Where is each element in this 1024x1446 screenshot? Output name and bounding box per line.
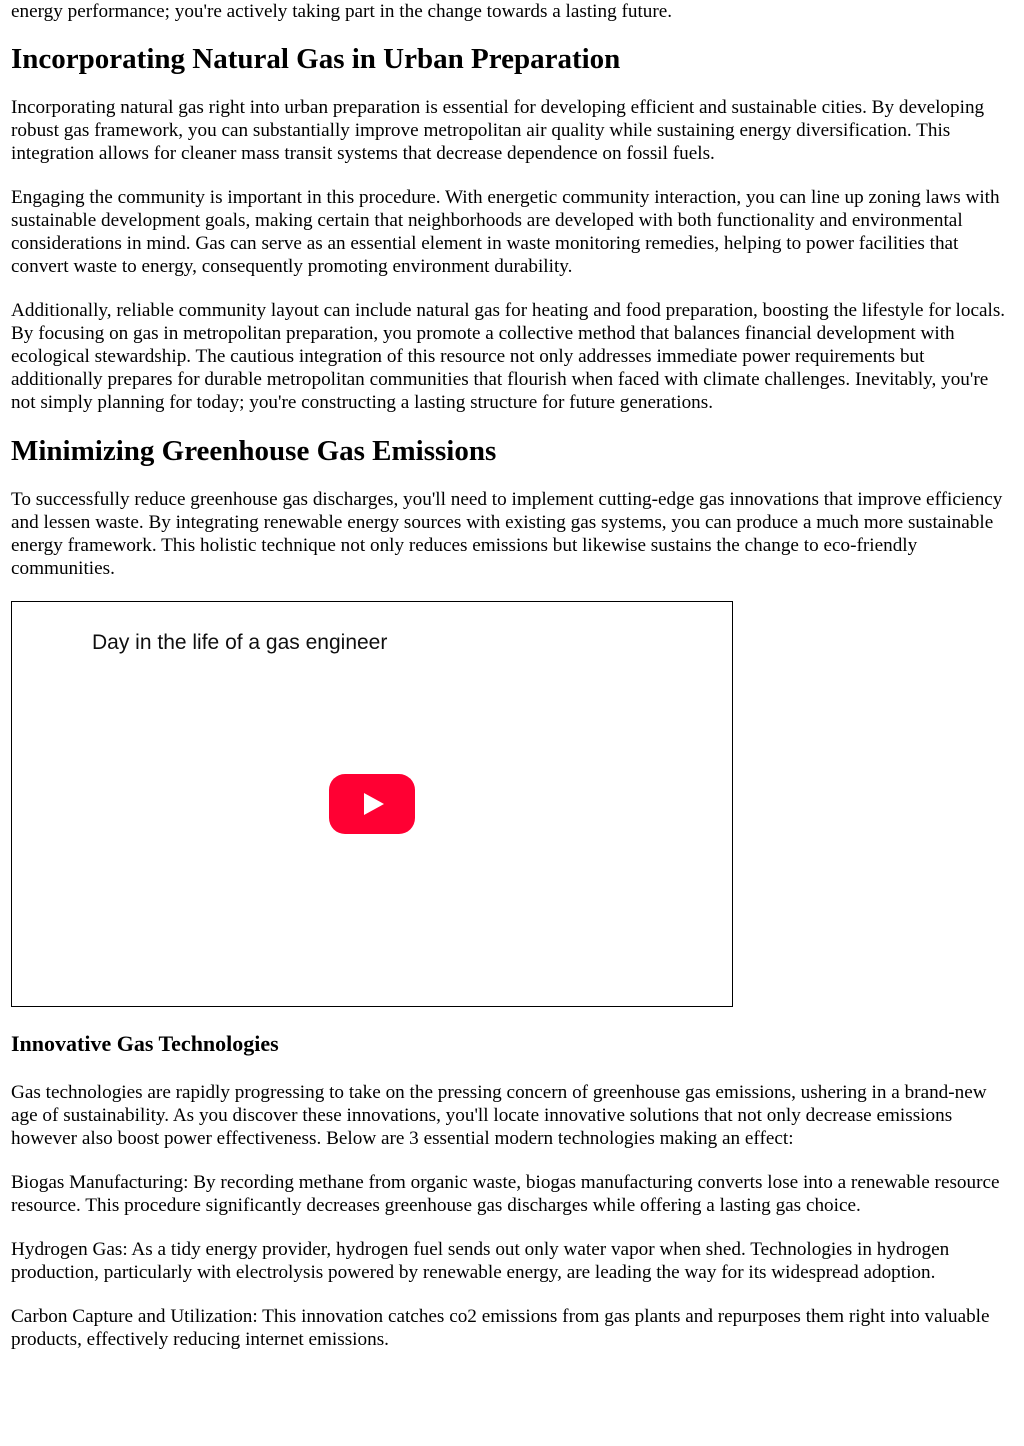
article-content (11, 0, 1016, 1351)
intro-paragraph-tail: energy performance; you're actively taking part in the change towards a lasting future. (11, 1, 673, 22)
play-icon (364, 793, 384, 815)
embedded-video-player[interactable] (11, 601, 733, 1007)
section-heading-emissions: Minimizing Greenhouse Gas Emissions (11, 435, 497, 467)
innovative-tech-paragraph: Hydrogen Gas: As a tidy energy provider, hydrogen fuel sends out only water vapor when shed. Technologies in hydrogen production, particularly with electrolysis powered by renewable energy, are leading the way for its widespread adoption. (11, 1239, 950, 1283)
video-title[interactable]: Day in the life of a gas engineer (92, 631, 388, 654)
video-play-button[interactable] (329, 774, 415, 834)
urban-planning-paragraph: Engaging the community is important in this procedure. With energetic community interaction, you can line up zoning laws with sustainable development goals, making certain that neighborhoods are developed with both functionality and environmental considerations in mind. Gas can serve as an essential element in waste monitoring remedies, helping to power facilities that convert waste to energy, consequently promoting environment durability. (11, 187, 1000, 277)
innovative-tech-paragraph: Gas technologies are rapidly progressing to take on the pressing concern of greenhouse gas emissions, ushering in a brand-new age of sustainability. As you discover these innovations, you'll locate innovative solutions that not only decrease emissions however also boost power effectiveness. Below are 3 essential modern technologies making an effect: (11, 1082, 987, 1149)
section-heading-urban-planning: Incorporating Natural Gas in Urban Preparation (11, 43, 621, 75)
urban-planning-paragraph: Additionally, reliable community layout can include natural gas for heating and food preparation, boosting the lifestyle for locals. By focusing on gas in metropolitan preparation, you promote a collective method that balances financial development with ecological stewardship. The cautious integration of this resource not only addresses immediate power requirements but additionally prepares for durable metropolitan communities that flourish when faced with climate challenges. Inevitably, you're not simply planning for today; you're constructing a lasting structure for future generations. (11, 300, 1006, 413)
emissions-paragraph: To successfully reduce greenhouse gas discharges, you'll need to implement cutting-edge gas innovations that improve efficiency and lessen waste. By integrating renewable energy sources with existing gas systems, you can produce a much more sustainable energy framework. This holistic technique not only reduces emissions but likewise sustains the change to eco-friendly communities. (11, 489, 1003, 579)
urban-planning-paragraph: Incorporating natural gas right into urban preparation is essential for developing efficient and sustainable cities. By developing robust gas framework, you can substantially improve metropolitan air quality while sustaining energy diversification. This integration allows for cleaner mass transit systems that decrease dependence on fossil fuels. (11, 97, 985, 164)
innovative-tech-paragraph: Biogas Manufacturing: By recording methane from organic waste, biogas manufacturing converts lose into a renewable resource resource. This procedure significantly decreases greenhouse gas discharges while offering a lasting gas choice. (11, 1172, 1000, 1216)
subsection-heading-innovative-tech: Innovative Gas Technologies (11, 1031, 279, 1056)
innovative-tech-paragraph: Carbon Capture and Utilization: This innovation catches co2 emissions from gas plants and repurposes them right into valuable products, effectively reducing internet emissions. (11, 1306, 990, 1350)
